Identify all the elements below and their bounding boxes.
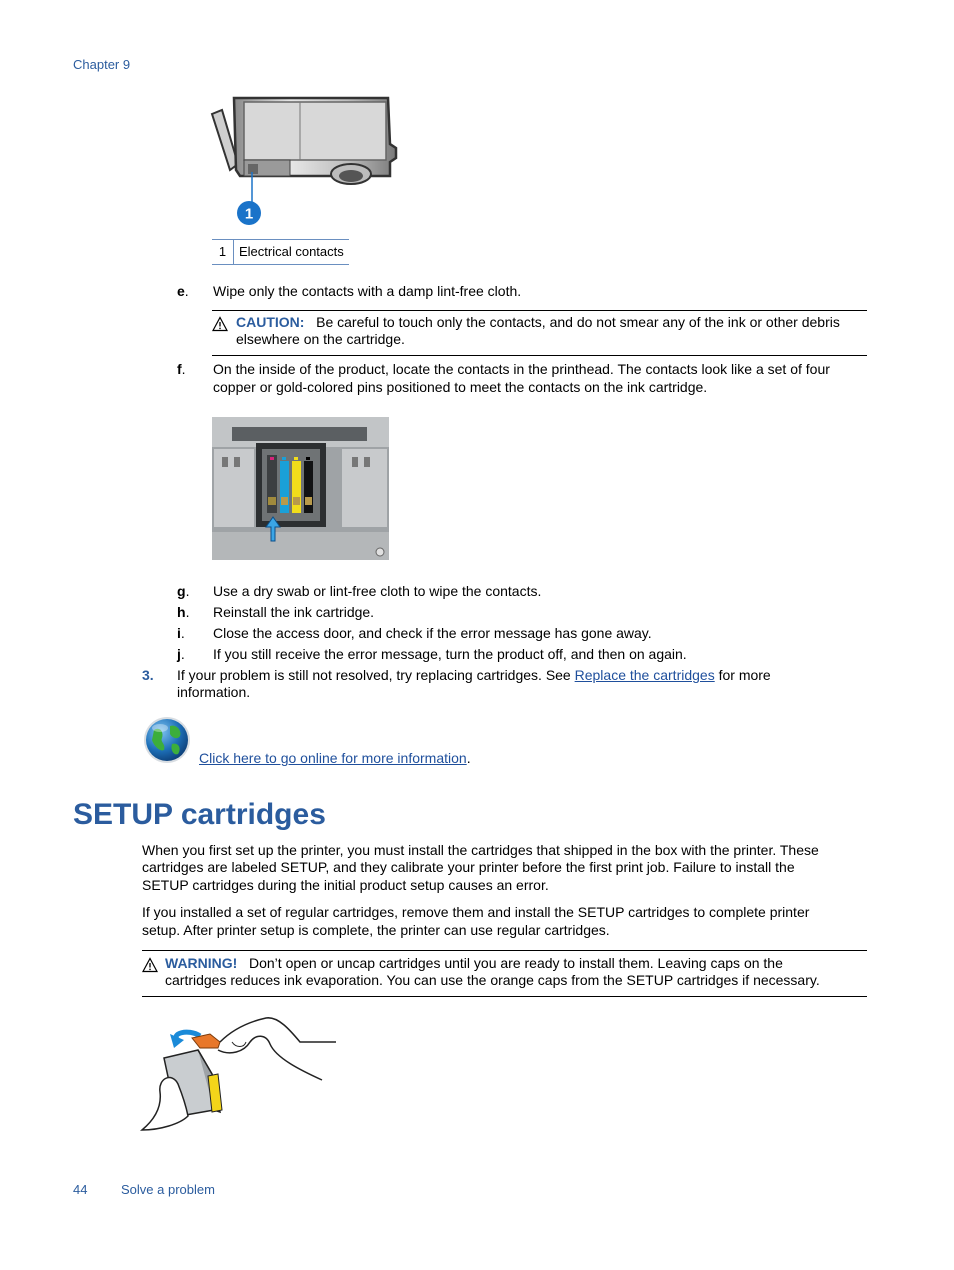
warning-icon [142, 957, 158, 973]
step-f-line-1: On the inside of the product, locate the contacts in the printhead. The contacts look like a set of four [213, 361, 830, 377]
warning-line-1: WARNING! Don’t open or uncap cartridges until you are ready to install them. Leaving caps on the [165, 955, 783, 971]
section-title: SETUP cartridges [73, 798, 326, 831]
step-3-line-1: If your problem is still not resolved, try replacing cartridges. See Replace the cartridges for more [177, 667, 771, 683]
caution-line-2: elsewhere on the cartridge. [236, 331, 405, 347]
setup-paragraph-2-line-1: If you installed a set of regular cartridges, remove them and install the SETUP cartridges to complete printer [142, 904, 810, 920]
setup-paragraph-1-line-2: cartridges are labeled SETUP, and they calibrate your printer before the first print job. Failure to install the [142, 859, 795, 875]
footer-page-number: 44 [73, 1182, 88, 1197]
step-e-marker: e. [177, 283, 189, 299]
step-f-line-2: copper or gold-colored pins positioned to meet the contacts on the ink cartridge. [213, 379, 708, 395]
chapter-header: Chapter 9 [73, 57, 131, 72]
caption-text: Electrical contacts [239, 244, 344, 259]
online-info-link[interactable]: Click here to go online for more information [199, 750, 467, 766]
warning-label: WARNING! [165, 955, 238, 971]
figure-callout-1: 1 [244, 205, 254, 223]
warning-line-2: cartridges reduces ink evaporation. You can use the orange caps from the SETUP cartridges if necessary. [165, 972, 820, 988]
warning-top-rule [142, 950, 867, 951]
setup-paragraph-2-line-2: setup. After printer setup is complete, the printer can use regular cartridges. [142, 922, 610, 938]
step-j-marker: j. [177, 646, 185, 662]
replace-cartridges-link[interactable]: Replace the cartridges [574, 667, 715, 683]
caption-number: 1 [212, 240, 234, 264]
caution-bottom-rule [212, 355, 867, 356]
caution-label: CAUTION: [236, 314, 305, 330]
step-f-marker: f. [177, 361, 186, 377]
step-3-line-2: information. [177, 684, 251, 700]
step-g-text: Use a dry swab or lint-free cloth to wipe the contacts. [213, 583, 542, 599]
step-i-text: Close the access door, and check if the error message has gone away. [213, 625, 652, 641]
setup-paragraph-1-line-3: SETUP cartridges during the initial product setup causes an error. [142, 877, 549, 893]
caution-line-1: CAUTION: Be careful to touch only the contacts, and do not smear any of the ink or other debris [236, 314, 840, 330]
step-3-number: 3. [142, 667, 154, 683]
cartridge-contacts-illustration [208, 92, 400, 232]
step-g-marker: g. [177, 583, 190, 599]
caution-icon [212, 316, 228, 332]
globe-icon[interactable] [142, 714, 192, 766]
warning-bottom-rule [142, 996, 867, 997]
step-i-marker: i. [177, 625, 185, 641]
step-e-text: Wipe only the contacts with a damp lint-free cloth. [213, 283, 522, 299]
printhead-contacts-photo [212, 417, 389, 560]
online-info-line: Click here to go online for more information. [199, 750, 471, 766]
remove-cap-illustration [140, 1012, 340, 1137]
step-h-marker: h. [177, 604, 190, 620]
step-j-text: If you still receive the error message, turn the product off, and then on again. [213, 646, 687, 662]
footer-section-name: Solve a problem [121, 1182, 215, 1197]
setup-paragraph-1-line-1: When you first set up the printer, you must install the cartridges that shipped in the box with the printer. These [142, 842, 819, 858]
figure-caption-table [212, 239, 349, 265]
step-h-text: Reinstall the ink cartridge. [213, 604, 375, 620]
caution-top-rule [212, 310, 867, 311]
